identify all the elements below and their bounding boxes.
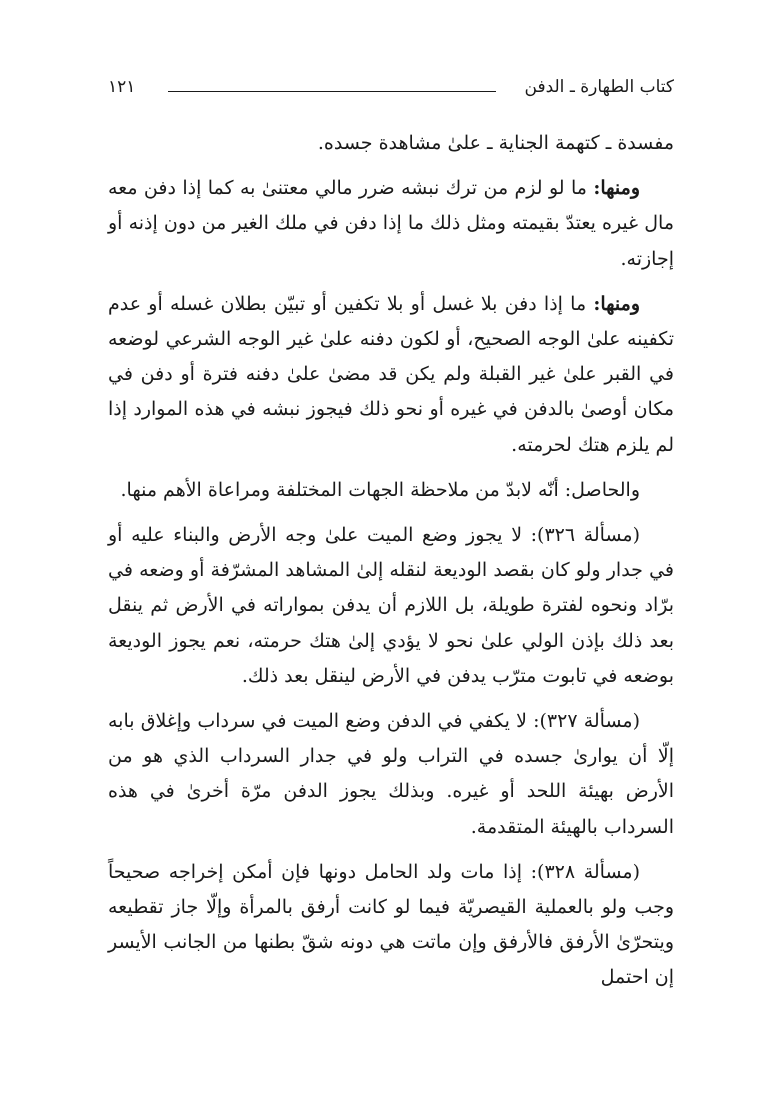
paragraph-text: (مسألة ٣٢٦): لا يجوز وضع الميت علىٰ وجه الأرض والبناء عليه أو في جدار ولو كان بقصد الوديعة لنقله إلىٰ المشاهد المشرّفة أو وضعه في برّاد ونحوه لفترة طويلة، بل اللازم أن يدفن بمواراته في الأرض ثم ينقل بعد ذلك بإذن الولي علىٰ نحو لا يؤدي إلىٰ هتك حرمته، نعم يجوز الوديعة بوضعه في تابوت مترّب يدفن في الأرض لينقل بعد ذلك. [108,524,674,687]
page-number: ١٢١ [108,77,136,97]
running-header [108,74,674,104]
paragraph-1 [108,126,674,161]
paragraph-3 [108,287,674,463]
paragraph-text: (مسألة ٣٢٨): إذا مات ولد الحامل دونها فإن أمكن إخراجه صحيحاً وجب ولو بالعملية القيصريّة فيما لو كانت أرفق بالمرأة وإلّا جاز تقطيعه ويتحرّىٰ الأرفق فالأرفق وإن ماتت هي دونه شقّ بطنها من الجانب الأيسر إن احتمل [108,860,674,989]
paragraph-text: والحاصل: أنّه لابدّ من ملاحظة الجهات المختلفة ومراعاة الأهم منها. [120,478,640,501]
paragraph-5 [108,518,674,694]
header-title: كتاب الطهارة ـ الدفن [524,77,674,97]
paragraph-6 [108,704,674,845]
paragraph-text: ما لو لزم من ترك نبشه ضرر مالي معتنىٰ به كما إذا دفن معه مال غيره يعتدّ بقيمته ومثل ذلك ما إذا دفن في ملك الغير من دون إذنه أو إجازته. [108,177,674,270]
paragraph-7 [108,855,674,996]
paragraph-text: مفسدة ـ كتهمة الجناية ـ علىٰ مشاهدة جسده. [317,132,674,154]
paragraph-text: ما إذا دفن بلا غسل أو بلا تكفين أو تبيّن بطلان غسله أو عدم تكفينه علىٰ الوجه الصحيح، أو لكون دفنه علىٰ غير الوجه الشرعي لوضعه في القبر علىٰ غير القبلة ولم يكن قد مضىٰ علىٰ دفنه فترة أو دفن في مكان أوصىٰ بالدفن في غيره أو نحو ذلك فيجوز نبشه في هذه الموارد إذا لم يلزم هتك لحرمته. [108,292,674,456]
body-text [108,126,674,1006]
paragraph-lead: ومنها: [593,177,640,200]
header-rule [168,91,496,92]
paragraph-lead: ومنها: [593,292,640,315]
paragraph-4 [108,473,674,508]
paragraph-text: (مسألة ٣٢٧): لا يكفي في الدفن وضع الميت في سرداب وإغلاق بابه إلّا أن يوارىٰ جسده في التراب ولو في جدار السرداب الذي هو من الأرض بهيئة اللحد أو غيره. وبذلك يجوز الدفن مرّة أخرىٰ في هذه السرداب بالهيئة المتقدمة. [108,710,674,838]
paragraph-2 [108,171,674,277]
